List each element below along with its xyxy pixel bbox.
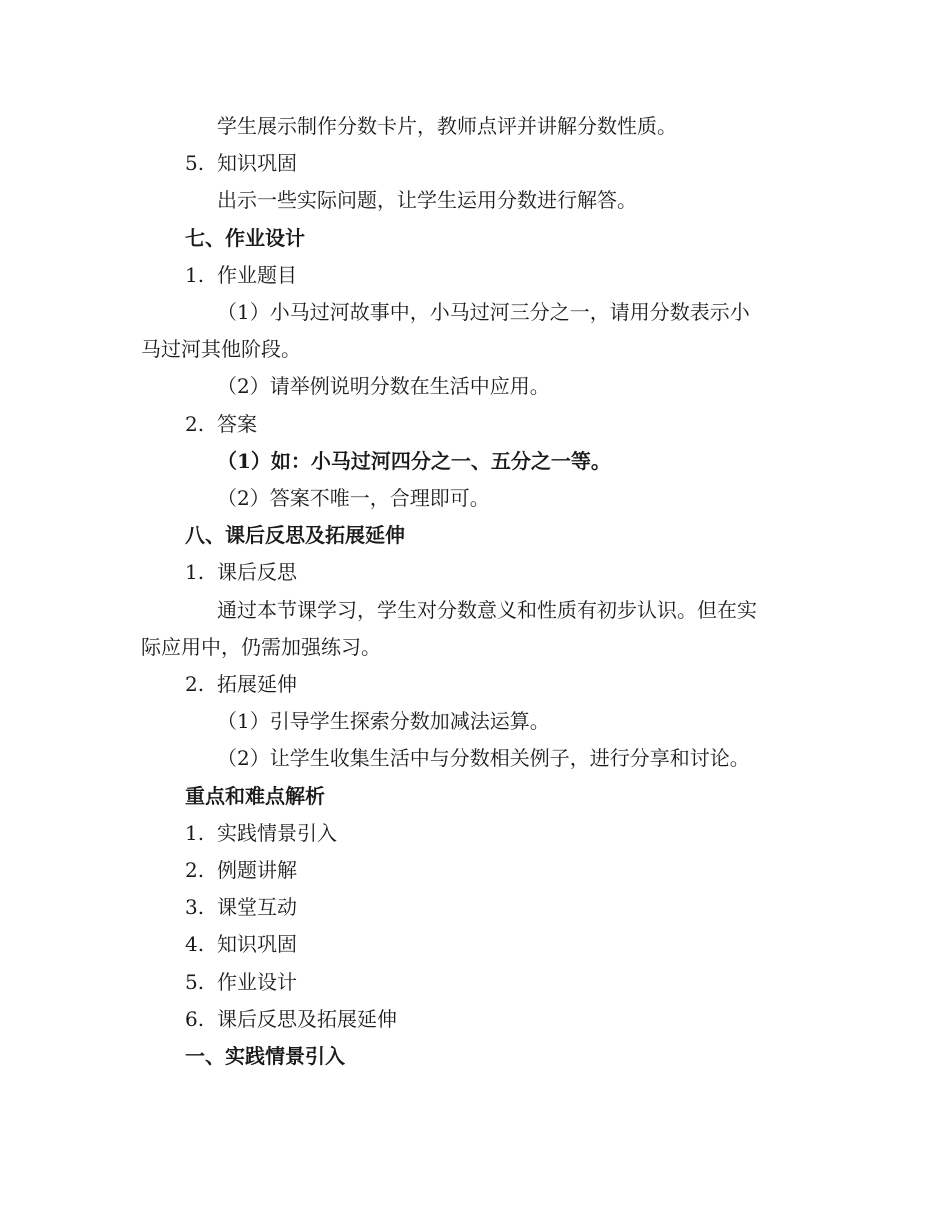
list-number: 1. [185, 821, 205, 845]
list-number: 3. [185, 895, 205, 919]
list-number: 2. [185, 672, 205, 696]
section-heading: 七、作业设计 [185, 226, 305, 250]
sub-item: （2）请举例说明分数在生活中应用。 [217, 374, 550, 398]
list-item: 2. 例题讲解 [185, 858, 297, 882]
list-number: 5. [185, 970, 205, 994]
paragraph: 通过本节课学习，学生对分数意义和性质有初步认识。但在实 [217, 598, 757, 622]
sub-item: （2）答案不唯一，合理即可。 [217, 486, 490, 510]
paragraph-continuation: 际应用中，仍需加强练习。 [141, 635, 381, 659]
list-item: 3. 课堂互动 [185, 895, 297, 919]
section-heading: 重点和难点解析 [185, 784, 325, 808]
list-number: 4. [185, 932, 205, 956]
list-number: 6. [185, 1007, 205, 1031]
list-item: 1. 课后反思 [185, 560, 297, 584]
list-item: 6. 课后反思及拓展延伸 [185, 1007, 397, 1031]
paragraph: 出示一些实际问题，让学生运用分数进行解答。 [217, 188, 637, 212]
list-number: 1. [185, 560, 205, 584]
sub-item: （1）引导学生探索分数加减法运算。 [217, 709, 550, 733]
list-item: 4. 知识巩固 [185, 932, 297, 956]
sub-item-continuation: 马过河其他阶段。 [141, 337, 301, 361]
list-item: 5. 知识巩固 [185, 151, 297, 175]
sub-item: （1）如：小马过河四分之一、五分之一等。 [217, 449, 611, 473]
list-item: 2. 拓展延伸 [185, 672, 297, 696]
list-item: 5. 作业设计 [185, 970, 297, 994]
sub-item: （2）让学生收集生活中与分数相关例子，进行分享和讨论。 [217, 746, 750, 770]
list-item: 1. 作业题目 [185, 263, 297, 287]
list-number: 2. [185, 412, 205, 436]
list-item: 1. 实践情景引入 [185, 821, 337, 845]
list-number: 2. [185, 858, 205, 882]
paragraph: 学生展示制作分数卡片，教师点评并讲解分数性质。 [217, 114, 677, 138]
list-item: 2. 答案 [185, 412, 257, 436]
section-heading: 一、实践情景引入 [185, 1044, 345, 1068]
sub-item: （1）小马过河故事中，小马过河三分之一，请用分数表示小 [217, 300, 750, 324]
list-number: 1. [185, 263, 205, 287]
section-heading: 八、课后反思及拓展延伸 [185, 523, 405, 547]
list-number: 5. [185, 151, 205, 175]
